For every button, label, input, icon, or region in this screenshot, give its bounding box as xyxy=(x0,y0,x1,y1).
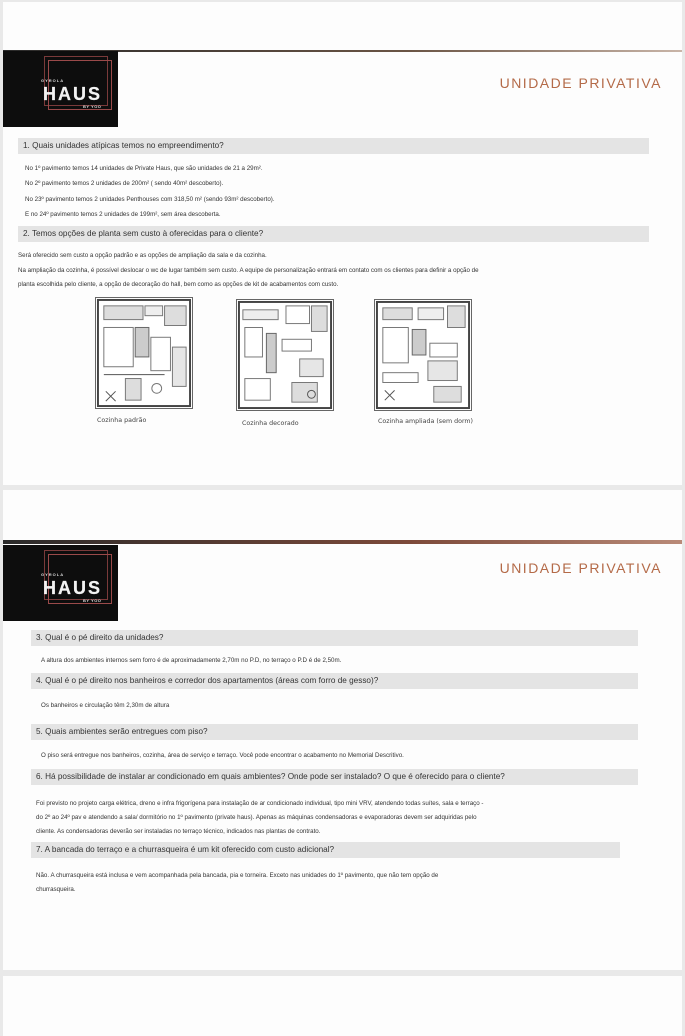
floor-plan-standard xyxy=(95,297,193,409)
question-7: 7. A bancada do terraço e a churrasqueira é um kit oferecido com custo adicional? xyxy=(31,842,620,858)
question-1: 1. Quais unidades atípicas temos no empreendimento? xyxy=(18,138,649,154)
plan-caption-expanded: Cozinha ampliada (sem dorm) xyxy=(378,418,474,425)
document-page-1 xyxy=(3,2,682,485)
page-title: UNIDADE PRIVATIVA xyxy=(499,75,662,91)
answer-5: O piso será entregue nos banheiros, cozinha, área de serviço e terraço. Você pode encontrar o acabamento no Memorial Descritivo. xyxy=(41,752,404,759)
answer-3: A altura dos ambientes internos sem forro é de aproximadamente 2,70m no P.D, no terraço o P.D é de 2,50m. xyxy=(41,657,342,664)
brand-logo: GYROLA HAUS BY YOO xyxy=(3,51,118,127)
floor-plan-decorated xyxy=(236,299,334,411)
answer-7: Não. A churrasqueira está inclusa e vem acompanhada pela bancada, pia e torneira. Exceto nas unidades do 1º pavimento, que não tem opção de churrasqueira. xyxy=(36,872,439,893)
plan-caption-standard: Cozinha padrão xyxy=(97,417,147,424)
answer-2: Será oferecido sem custo a opção padrão e as opções de ampliação da sala e da cozinha. Na ampliação da cozinha, é possível deslocar o wc de lugar também sem custo. A equipe de personalização entrará em contato com os clientes para definir a opção de planta escolhida pelo cliente, a opção de decoração do hall, bem como as opções de kit de acabamentos com custo. xyxy=(18,252,479,289)
answer-4: Os banheiros e circulação têm 2,30m de altura xyxy=(41,702,170,709)
page-title: UNIDADE PRIVATIVA xyxy=(499,560,662,576)
question-4: 4. Qual é o pé direito nos banheiros e corredor dos apartamentos (áreas com forro de gesso)? xyxy=(31,673,638,689)
brand-logo: GYROLA HAUS BY YOO xyxy=(3,545,118,621)
question-2: 2. Temos opções de planta sem custo à oferecidas para o cliente? xyxy=(18,226,649,242)
document-page-3 xyxy=(3,976,682,1036)
answer-6: Foi previsto no projeto carga elétrica, dreno e infra frigorígena para instalação de ar condicionado individual, tipo mini VRV, atendendo todas suítes, sala e terraço - do 2º ao 24º pav e atendendo a sala/ dormitório no 1º pavimento (private haus). Apenas as máquinas condensadoras e evaporadoras devem ser adquiridas pelo cliente. As condensadoras deverão ser instaladas no terraço técnico, indicados nas plantas de contrato. xyxy=(36,800,484,835)
floor-plan-expanded xyxy=(374,299,472,411)
plan-caption-decorated: Cozinha decorado xyxy=(242,420,299,427)
answer-1: No 1º pavimento temos 14 unidades de Private Haus, que são unidades de 21 a 29m². No 2º pavimento temos 2 unidades de 200m² ( sendo 40m² descoberto). No 23º pavimento temos 2 unidades Penthouses com 318,50 m² (sendo 93m² descoberto). E no 24º pavimento temos 2 unidades de 199m², sem área descoberta. xyxy=(25,165,275,218)
header-rule xyxy=(3,540,682,544)
question-5: 5. Quais ambientes serão entregues com piso? xyxy=(31,724,638,740)
question-3: 3. Qual é o pé direito da unidades? xyxy=(31,630,638,646)
question-6: 6. Há possibilidade de instalar ar condicionado em quais ambientes? Onde pode ser instalado? O que é oferecido para o cliente? xyxy=(31,769,638,785)
document-page-2 xyxy=(3,490,682,970)
